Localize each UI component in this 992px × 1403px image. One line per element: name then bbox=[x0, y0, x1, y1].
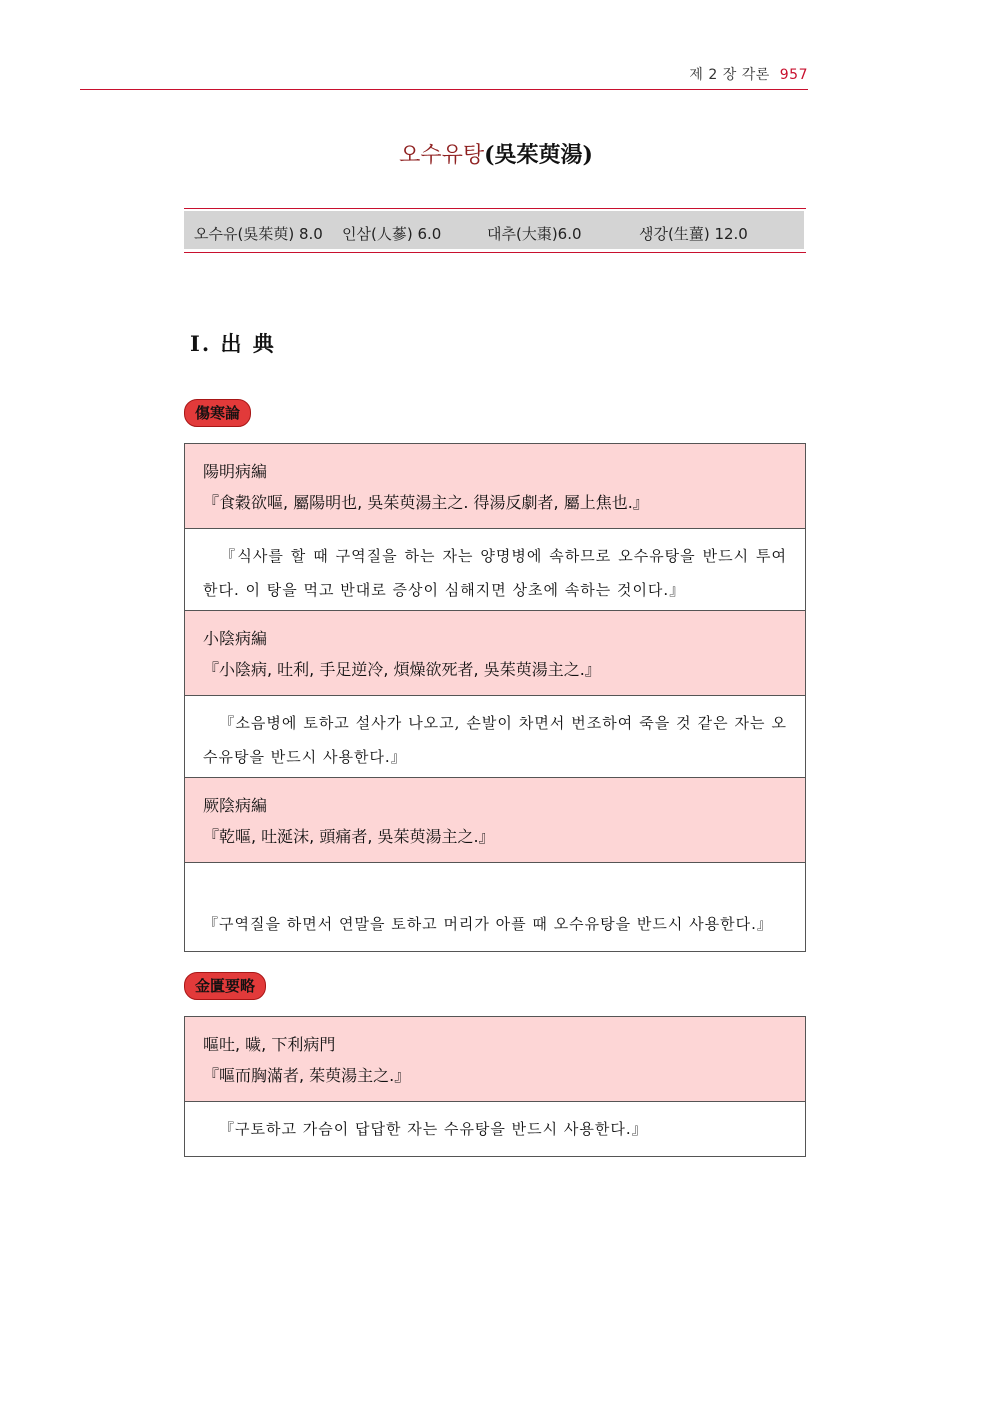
source-block bbox=[184, 777, 806, 952]
source-badge: 金匱要略 bbox=[184, 972, 266, 1000]
ingredients-bar bbox=[184, 211, 804, 249]
chapter-title: 嘔吐, 噦, 下利病門 bbox=[203, 1035, 336, 1054]
translation-text: 『구토하고 가슴이 답답한 자는 수유탕을 반드시 사용한다.』 bbox=[219, 1120, 648, 1138]
ingredients-box bbox=[184, 208, 806, 254]
translation-panel bbox=[185, 529, 805, 617]
title-korean: 오수유탕 bbox=[399, 143, 485, 168]
translation-text: 『구역질을 하면서 연말을 토하고 머리가 아플 때 오수유탕을 반드시 사용한다.』 bbox=[203, 915, 773, 933]
chapter-title: 小陰病編 bbox=[203, 629, 268, 648]
translation-text: 『식사를 할 때 구역질을 하는 자는 양명병에 속하므로 오수유탕을 반드시 투여한다. 이 탕을 먹고 반대로 증상이 심해지면 상초에 속하는 것이다.』 bbox=[203, 547, 787, 599]
ingredient-item: 생강(生薑) 12.0 bbox=[639, 225, 748, 243]
page-title bbox=[0, 138, 992, 169]
title-chinese: (吳茱萸湯) bbox=[484, 142, 593, 168]
section-heading: Ⅰ. 出 典 bbox=[190, 331, 276, 356]
running-header bbox=[689, 64, 808, 84]
ingredient-item: 오수유(吳茱萸) 8.0 bbox=[194, 225, 323, 243]
header-rule bbox=[80, 89, 808, 90]
source-block bbox=[184, 1016, 806, 1157]
chapter-label: 제 2 장 각론 bbox=[689, 67, 770, 83]
original-text: 『小陰病, 吐利, 手足逆冷, 煩燥欲死者, 吳茱萸湯主之.』 bbox=[203, 660, 601, 679]
original-text: 『嘔而胸滿者, 茱萸湯主之.』 bbox=[203, 1066, 411, 1085]
chapter-title: 陽明病編 bbox=[203, 462, 268, 481]
original-text-panel bbox=[185, 778, 805, 863]
original-text-panel bbox=[185, 444, 805, 529]
original-text-panel bbox=[185, 1017, 805, 1102]
original-text-panel bbox=[185, 611, 805, 696]
source-block bbox=[184, 610, 806, 785]
ingredients-rule-top bbox=[184, 208, 806, 209]
source-badge: 傷寒論 bbox=[184, 399, 251, 427]
page-number: 957 bbox=[779, 67, 808, 83]
chapter-title: 厥陰病編 bbox=[203, 796, 268, 815]
translation-panel bbox=[185, 863, 805, 951]
original-text: 『食穀欲嘔, 屬陽明也, 吳茱萸湯主之. 得湯反劇者, 屬上焦也.』 bbox=[203, 493, 649, 512]
translation-text: 『소음병에 토하고 설사가 나오고, 손발이 차면서 번조하여 죽을 것 같은 자는 오수유탕을 반드시 사용한다.』 bbox=[203, 714, 787, 766]
ingredient-item: 대추(大棗)6.0 bbox=[487, 225, 582, 243]
translation-panel bbox=[185, 696, 805, 784]
source-block bbox=[184, 443, 806, 618]
ingredients-rule-bottom bbox=[184, 252, 806, 253]
translation-panel bbox=[185, 1102, 805, 1156]
ingredient-item: 인삼(人蔘) 6.0 bbox=[342, 225, 442, 243]
original-text: 『乾嘔, 吐涎沫, 頭痛者, 吳茱萸湯主之.』 bbox=[203, 827, 495, 846]
